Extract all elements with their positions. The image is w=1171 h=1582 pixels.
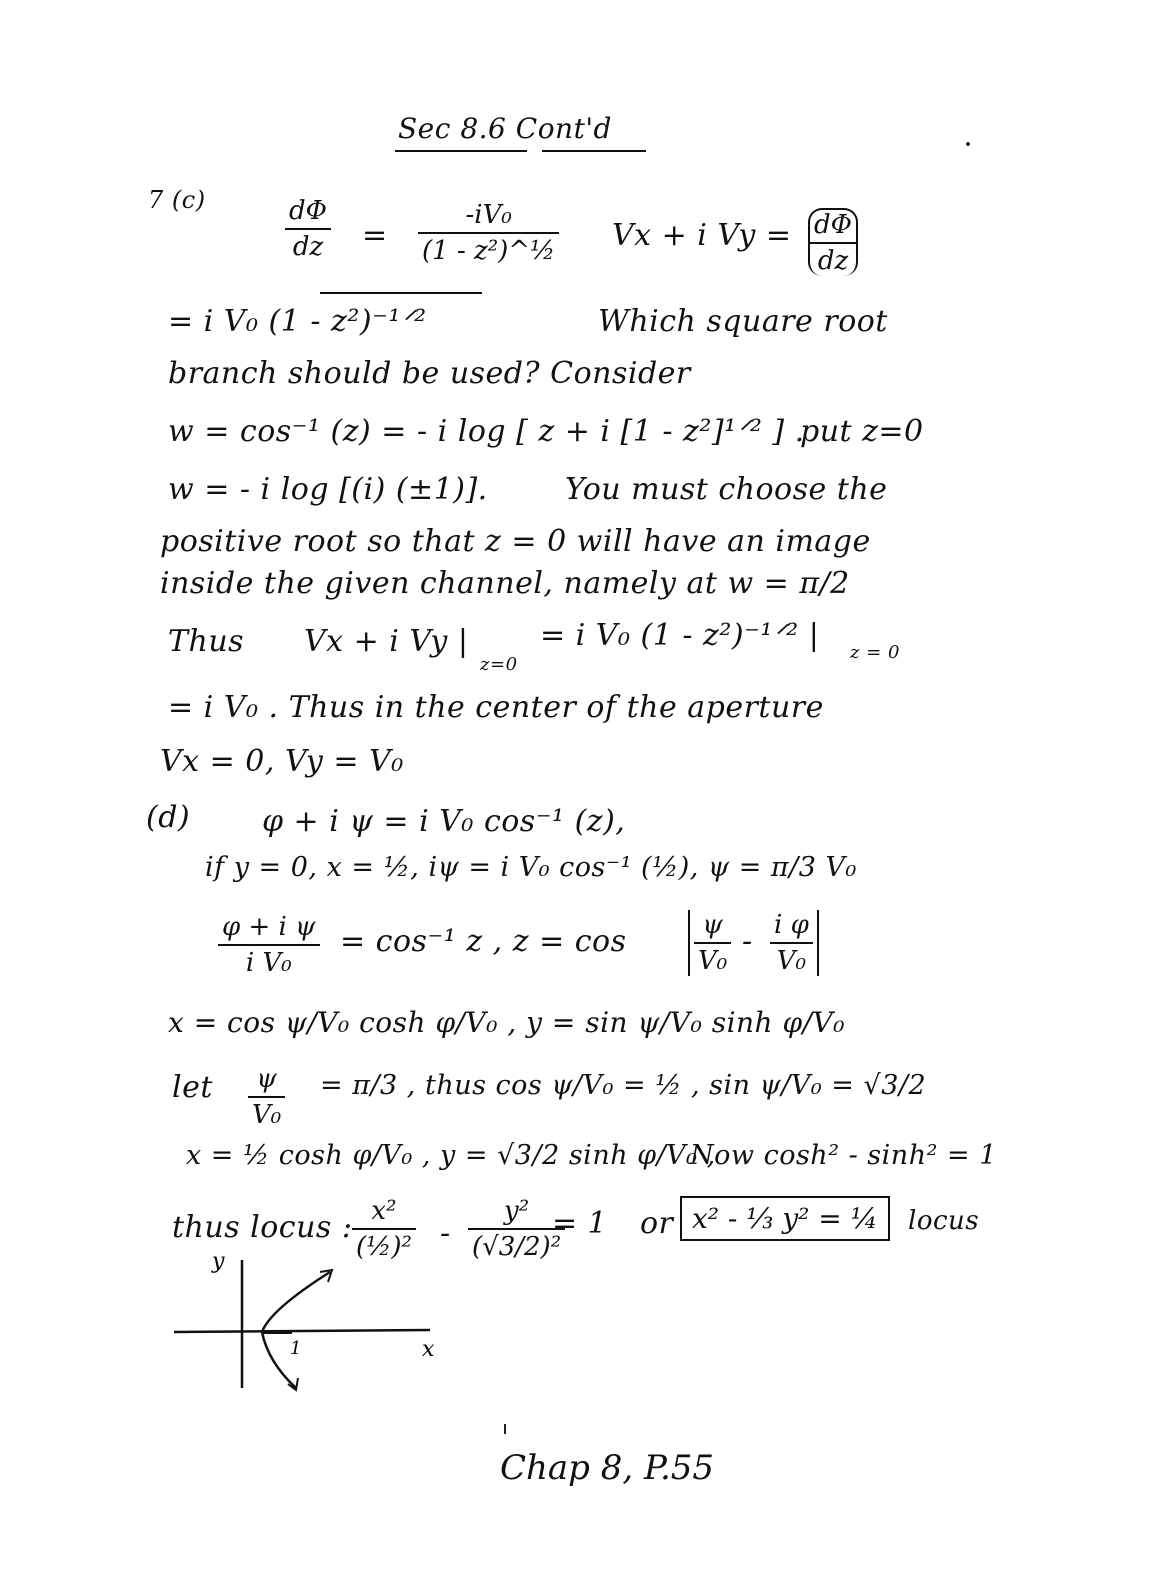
line-d3-phi-fraction: i φ V₀ (770, 910, 819, 976)
locus-term-2: y² (√3/2)² (468, 1196, 565, 1262)
hyperbola-sketch (160, 1250, 460, 1400)
title-underline-2 (542, 150, 646, 152)
line-d6-a: x = ½ cosh φ/V₀ , y = √3/2 sinh φ/V₀ , (186, 1140, 716, 1171)
locus-minus: - (440, 1216, 451, 1251)
locus-or: or (640, 1206, 674, 1241)
line-d1: φ + i ψ = i V₀ cos⁻¹ (z), (262, 804, 626, 839)
line-c2-question: Which square root (598, 304, 888, 339)
line-c9: = i V₀ . Thus in the center of the aperture (168, 690, 824, 725)
line-c5: w = - i log [(i) (±1)]. (168, 472, 488, 507)
line-c8-thus: Thus (168, 624, 245, 659)
line-c6: positive root so that z = 0 will have an image (160, 524, 871, 559)
eq1-lhs-fraction: dΦ dz (285, 196, 331, 262)
line-d5-b: = π/3 , thus cos ψ/V₀ = ½ , sin ψ/V₀ = √3/2 (320, 1070, 927, 1101)
line-d3-a: = cos⁻¹ z , z = cos (340, 924, 627, 959)
eq1-velocity: Vx + i Vy = (612, 218, 792, 253)
stray-mark-2 (504, 1424, 506, 1434)
line-c8-rhs: = i V₀ (1 - z²)⁻¹ᐟ² | (540, 618, 820, 653)
line-c3: branch should be used? Consider (168, 356, 691, 391)
line-d3-psi-fraction: ψ V₀ (688, 910, 731, 976)
line-d7-thus-locus: thus locus : (172, 1210, 353, 1245)
x-axis (174, 1330, 430, 1332)
line-c8-velocity: Vx + i Vy | (304, 624, 469, 659)
locus-equals-one: = 1 (552, 1206, 608, 1241)
line-c2: = i V₀ (1 - z²)⁻¹ᐟ² (168, 304, 427, 339)
y-axis-label: y (212, 1250, 225, 1274)
conjugate-overline (320, 292, 482, 294)
line-c8-sub: z=0 (480, 654, 518, 675)
line-c5-b: You must choose the (565, 472, 888, 507)
line-d2: if y = 0, x = ½, iψ = i V₀ cos⁻¹ (½), ψ = π/3 V₀ (205, 852, 857, 883)
boxed-locus-equation: x² - ⅓ y² = ¼ (680, 1196, 890, 1241)
locus-word: locus (908, 1206, 980, 1236)
line-d5-let: let (172, 1070, 213, 1105)
title-underline (395, 150, 527, 152)
line-c7: inside the given channel, namely at w = π/2 (160, 566, 850, 601)
stray-mark (966, 142, 970, 146)
page-footer: Chap 8, P.55 (500, 1448, 715, 1488)
problem-d-label: (d) (146, 800, 191, 835)
line-c8-sub2: z = 0 (850, 642, 900, 663)
eq1-rhs-fraction: -iV₀ (1 - z²)^½ (418, 200, 559, 266)
line-d3-minus: - (742, 924, 753, 959)
tick-one-label: 1 (290, 1338, 302, 1359)
problem-c-label: 7 (c) (148, 186, 206, 214)
eq1-conjugate-fraction: dΦ dz (808, 208, 858, 276)
line-c10: Vx = 0, Vy = V₀ (160, 744, 404, 779)
eq1-equals: = (362, 218, 388, 253)
line-c4: w = cos⁻¹ (z) = - i log [ z + i [1 - z²]¹ᐟ² ] . (168, 414, 805, 449)
page-title: Sec 8.6 Cont'd (398, 112, 612, 145)
locus-term-1: x² (½)² (352, 1196, 416, 1262)
line-d6-b: Now cosh² - sinh² = 1 (690, 1140, 997, 1171)
line-c4-put: put z=0 (800, 414, 924, 449)
x-axis-label: x (422, 1337, 435, 1362)
line-d3-lhs-fraction: φ + i ψ i V₀ (218, 912, 320, 978)
line-d4: x = cos ψ/V₀ cosh φ/V₀ , y = sin ψ/V₀ sinh φ/V₀ (168, 1006, 845, 1039)
line-d5-fraction: ψ V₀ (248, 1064, 285, 1130)
